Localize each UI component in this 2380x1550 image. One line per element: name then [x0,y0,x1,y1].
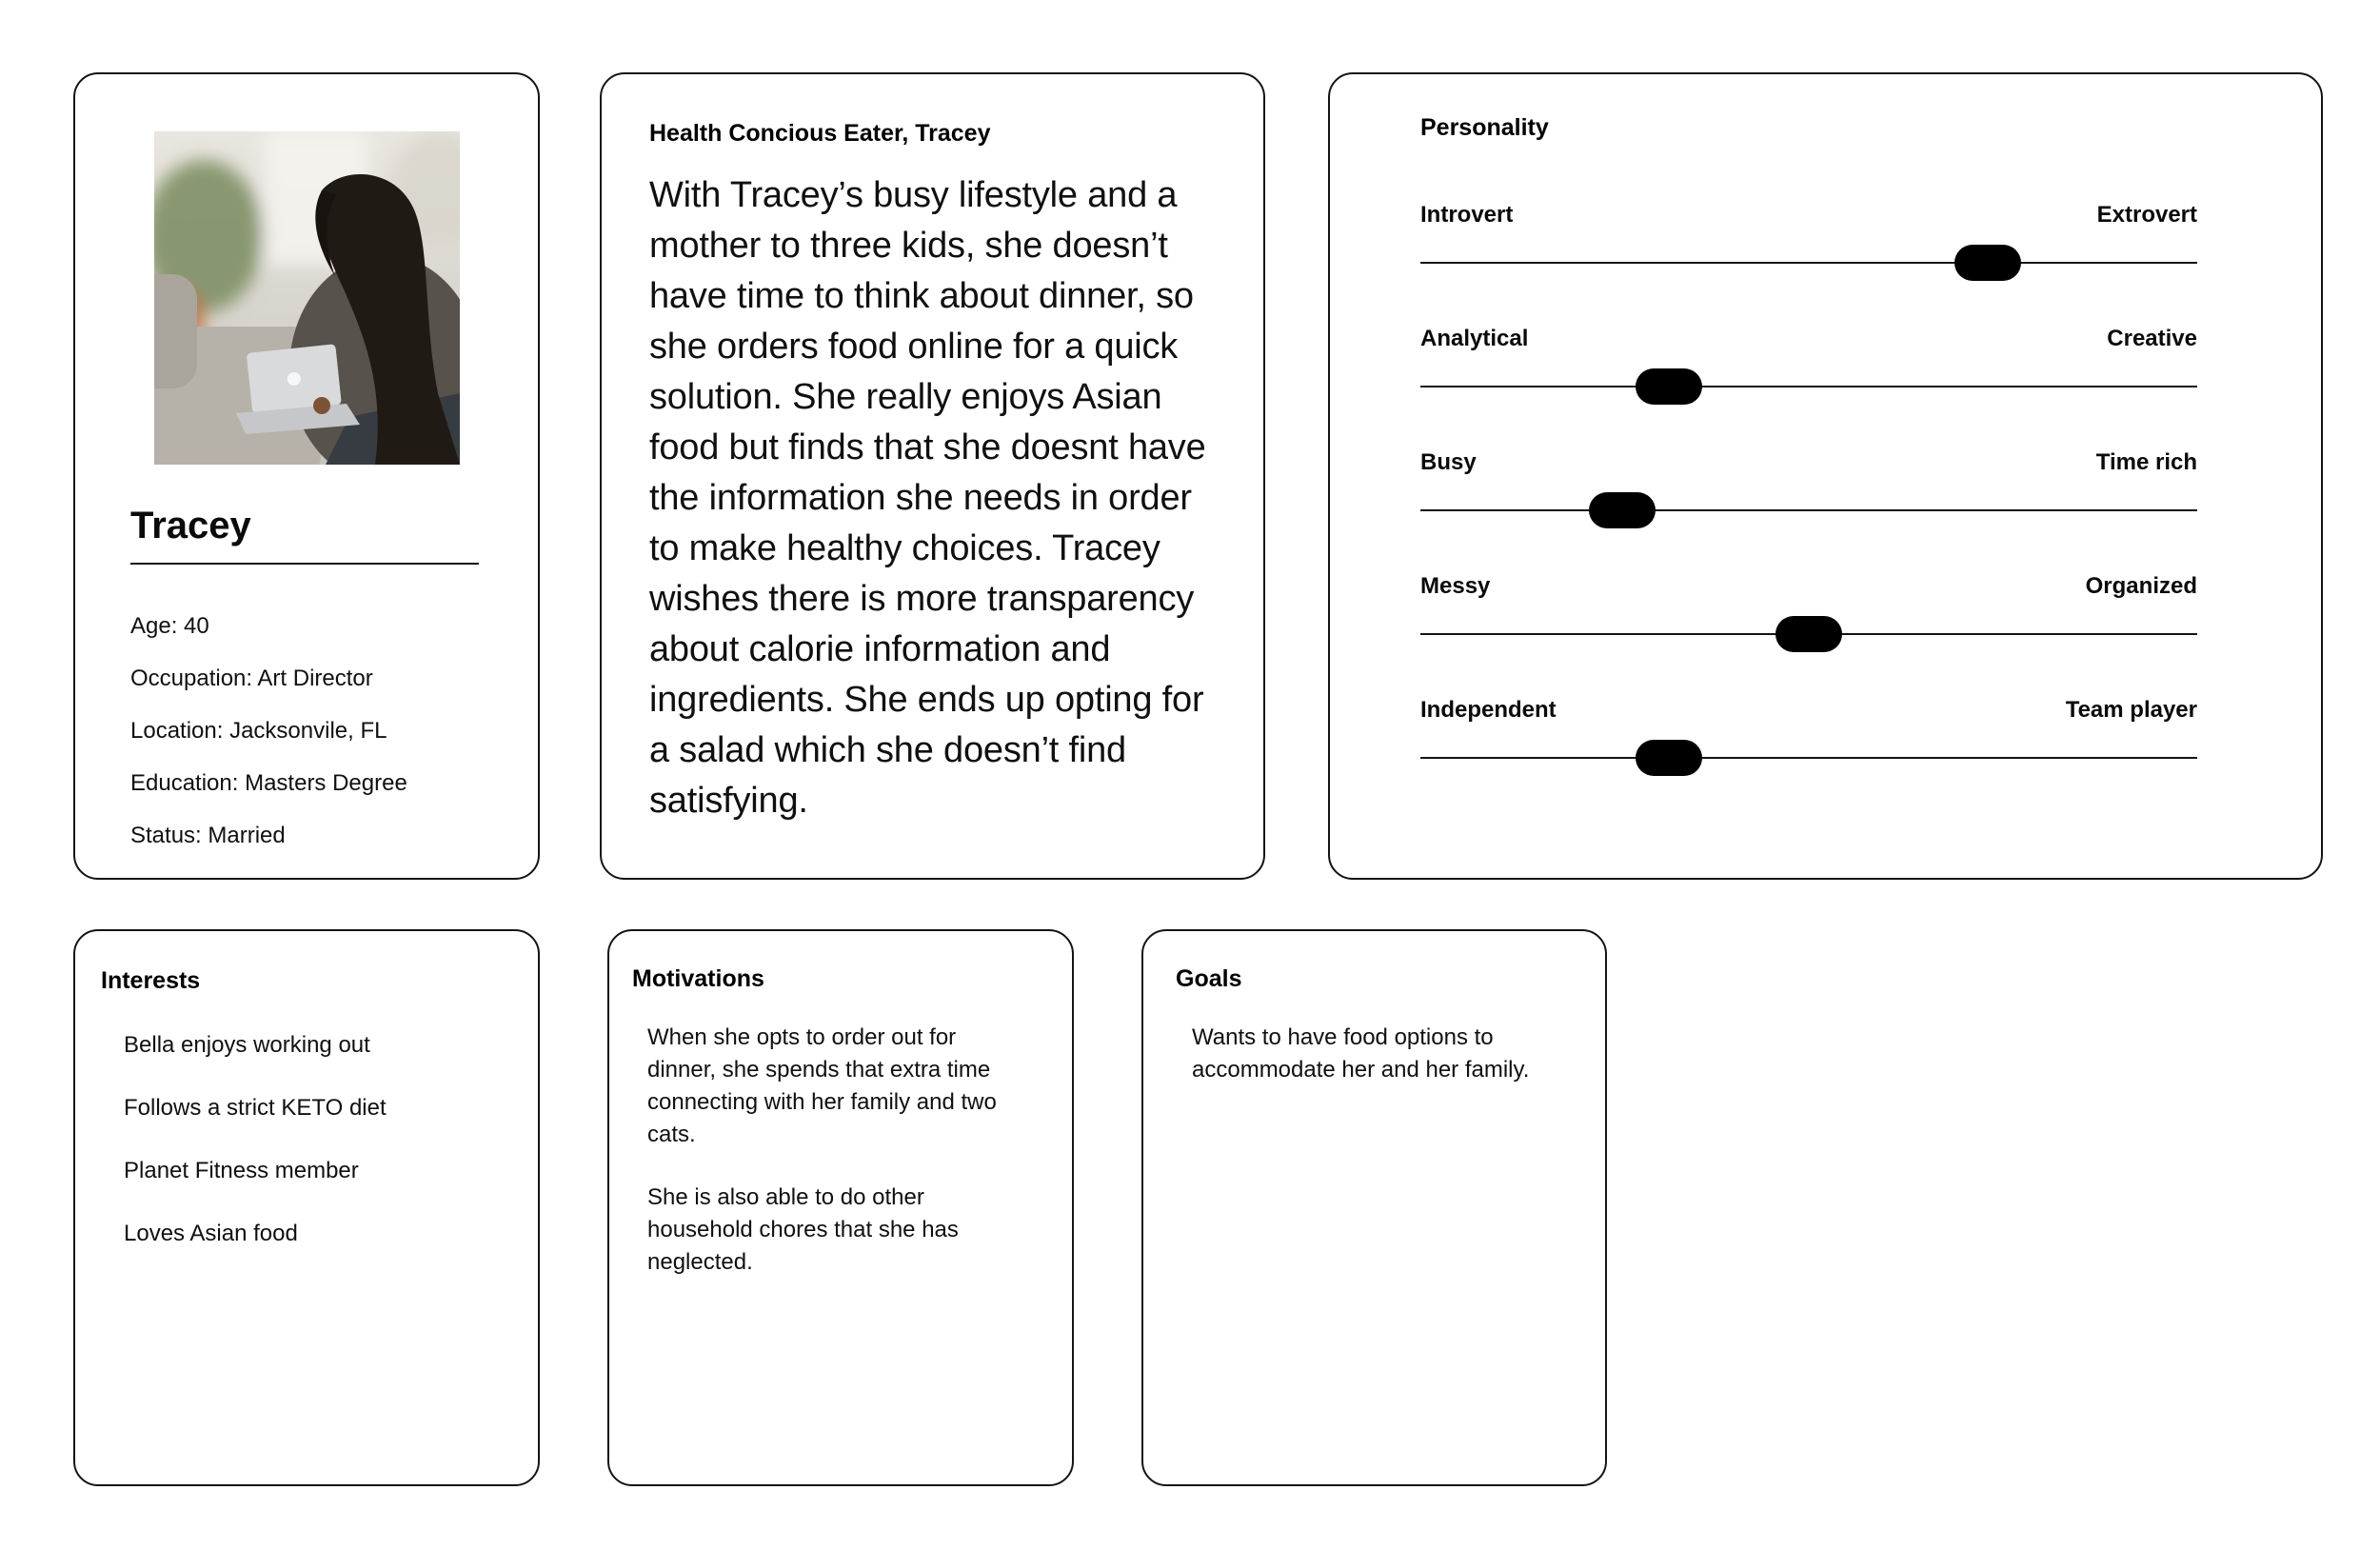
interest-item: Loves Asian food [124,1221,298,1246]
motivations-paragraph: When she opts to order out for dinner, she spends that extra time connecting with her family and two cats. [647,1024,997,1147]
slider-track [1420,368,2197,405]
profile-detail-age: Age: 40 [130,613,209,639]
interests-list [101,1031,500,1248]
slider-left-label: Analytical [1420,326,1529,351]
profile-detail-education: Education: Masters Degree [130,770,407,796]
profile-detail-status: Status: Married [130,823,286,848]
slider-right-label: Time rich [2095,449,2197,475]
personality-slider-introvert-extrovert [1420,201,2197,281]
profile-detail-location: Location: Jacksonvile, FL [130,718,387,744]
slider-handle[interactable] [1589,492,1656,528]
goals-card [1141,929,1607,1486]
slider-right-label: Creative [2107,326,2197,351]
goals-paragraph: Wants to have food options to accommodate her and her family. [1192,1024,1530,1083]
summary-card [600,72,1265,880]
slider-handle[interactable] [1775,616,1842,652]
slider-handle[interactable] [1636,740,1702,776]
personality-slider-independent-teamplayer [1420,696,2197,776]
persona-name: Tracey [130,505,479,565]
profile-detail-occupation: Occupation: Art Director [130,666,373,691]
personality-title: Personality [1420,114,1549,141]
interest-item: Planet Fitness member [124,1158,359,1183]
personality-card [1328,72,2323,880]
goals-title: Goals [1176,965,1242,992]
slider-right-label: Extrovert [2096,202,2197,228]
slider-right-label: Team player [2065,697,2197,723]
slider-track [1420,616,2197,652]
interests-card [73,929,540,1486]
slider-line [1420,509,2197,511]
slider-left-label: Introvert [1420,202,1514,228]
personality-slider-messy-organized [1420,572,2197,652]
slider-left-label: Independent [1420,697,1557,723]
motivations-body [632,1022,1015,1279]
slider-line [1420,386,2197,388]
slider-right-label: Organized [2085,573,2197,599]
slider-line [1420,262,2197,264]
motivations-paragraph: She is also able to do other household chores that she has neglected. [647,1184,959,1275]
slider-left-label: Busy [1420,449,1477,475]
slider-track [1420,492,2197,528]
persona-photo-illustration [154,131,460,465]
personality-sliders [1420,201,2197,776]
summary-title: Health Concious Eater, Tracey [649,120,991,147]
persona-photo [154,131,460,465]
slider-handle[interactable] [1954,245,2021,281]
summary-body: With Tracey’s busy lifestyle and a mother to three kids, she doesn’t have time to think about dinner, so she orders food online for a quick solution. She really enjoys Asian food but finds that she doesnt have the information she needs in order to make healthy choices. Tracey wishes there is more transparency about calorie information and ingredients. She ends up opting for a salad which she doesn’t find satisfying. [649,175,1206,821]
interest-item: Bella enjoys working out [124,1032,370,1058]
personality-slider-analytical-creative [1420,325,2197,405]
motivations-title: Motivations [632,965,764,992]
interest-item: Follows a strict KETO diet [124,1095,387,1121]
slider-track [1420,740,2197,776]
slider-line [1420,757,2197,759]
goals-body [1176,1022,1557,1086]
slider-track [1420,245,2197,281]
motivations-card [607,929,1074,1486]
personality-slider-busy-timerich [1420,448,2197,528]
slider-handle[interactable] [1636,368,1702,405]
interests-title: Interests [101,967,201,994]
profile-details [130,612,483,850]
profile-card [73,72,540,880]
slider-left-label: Messy [1420,573,1491,599]
